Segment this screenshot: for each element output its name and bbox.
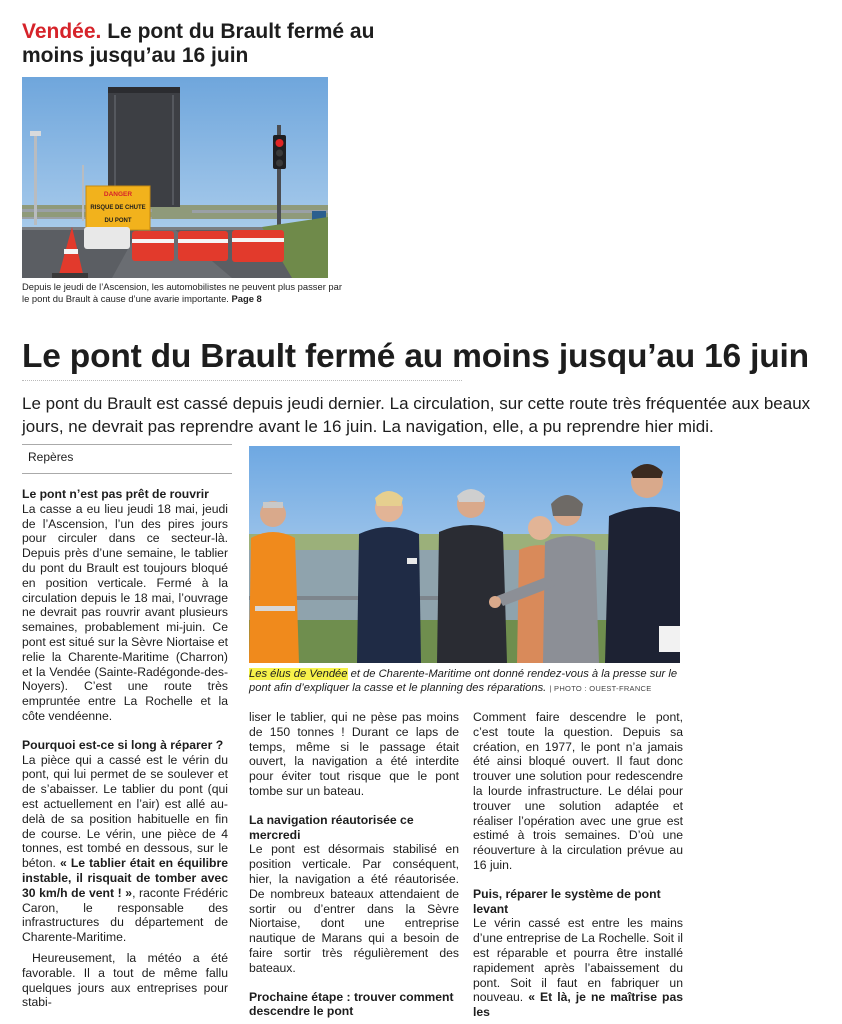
caption-highlight: Les élus de Vendée <box>249 668 348 680</box>
paragraph-meteo: Heureusement, la météo a été favorable. Il a tout de même fallu quelques jours aux entreprises pour stabi- <box>22 950 228 1010</box>
article-headline: Le pont du Brault fermé au moins jusqu’au 16 juin <box>22 338 809 375</box>
teaser-caption-text: Depuis le jeudi de l’Ascension, les automobilistes ne peuvent plus passer par le pont du Brault à cause d’une avarie importante. <box>22 281 342 304</box>
paragraph-repair <box>473 916 683 1020</box>
article-column-3 <box>473 710 683 1020</box>
article-lead: Le pont du Brault est cassé depuis jeudi dernier. La circulation, sur cette route très fréquentée aux beaux jours, ne devrait pas reprendre avant le 16 juin. La navigation, elle, a pu reprendre hier midi. <box>22 394 811 436</box>
article-column-1 <box>22 487 228 1010</box>
quote-tablier: « Le tablier était en équilibre instable, il risquait de tomber avec 30 km/h de vent ! » <box>22 856 228 900</box>
subhead-not-ready: Le pont n’est pas prêt de rouvrir <box>22 487 209 501</box>
teaser-kicker: Vendée. <box>22 20 102 43</box>
paragraph-navigation: Le pont est désormais stabilisé en position verticale. Par conséquent, hier, la navigation a été réautorisée. De nombreux bateaux attendaient de sortir ou d’entrer dans la Sèvre Niortaise, dont une entreprise nautique de Marans qui a besoin de faire sortir très régulièrement des bateaux. <box>249 842 459 975</box>
headline-divider <box>22 380 462 385</box>
article-column-2 <box>249 710 459 1019</box>
photo-caption <box>249 667 689 696</box>
paragraph-verin-b: , raconte Frédéric Caron, le responsable des infrastructures du département de Charente-Maritime. <box>22 885 228 945</box>
photo-officials <box>249 446 680 663</box>
teaser-title <box>22 20 442 68</box>
teaser-photo-bridge <box>22 77 328 278</box>
subhead-navigation: La navigation réautorisée ce mercredi <box>249 812 414 842</box>
caption-text: et de Charente-Maritime ont donné rendez-vous à la presse sur le pont afin d’expliquer la casse et le planning des réparations. <box>249 668 678 694</box>
reperes-label: Repères <box>28 450 74 464</box>
page-reference: Page 8 <box>231 293 262 304</box>
sign-text-2: RISQUE DE CHUTE <box>90 205 146 211</box>
paragraph-repair-a: Le vérin cassé est entre les mains d’une entreprise de La Rochelle. Soit il est réparable et pourra être installé rapidement après l’abaissement du pont. Soit il faut en fabriquer un nouveau. <box>473 916 683 1005</box>
sign-text-1: DANGER <box>103 191 133 198</box>
paragraph-casse: La casse a eu lieu jeudi 18 mai, jeudi de l’Ascension, l’un des pires jours pour circuler dans ce secteur-là. Depuis près d’une semaine, le tablier du pont du Brault est toujours bloqué en position verticale. Fermé à la circulation depuis le 18 mai, l’ouvrage ne devrait pas rouvrir avant plusieurs semaines, probablement mi-juin. Ce pont est situé sur la Sèvre Niortaise et relie la Charente-Maritime (Charron) et la Vendée (Sainte-Radégonde-des-Noyers). C’est une route très empruntée entre La Rochelle et la côte vendéenne. <box>22 501 228 723</box>
teaser-caption <box>22 281 342 305</box>
paragraph-verin-a: La pièce qui a cassé est le vérin du pont, qui lui permet de se soulever et de s’abaisser. Le tablier du pont (qui est actuellement en l’air) est allé au-delà de sa position habituelle en fin de course. Le vérin, une pièce de 4 tonnes, est tombé en dessous, sur le béton. <box>22 752 228 871</box>
subhead-next-step: Prochaine étape : trouver comment descendre le pont <box>249 989 454 1019</box>
photo-credit: | PHOTO : OUEST-FRANCE <box>549 684 652 693</box>
quote-maitrise: « Et là, je ne maîtrise pas les <box>473 990 683 1020</box>
sign-text-3: DU PONT <box>104 218 132 224</box>
subhead-repair: Puis, réparer le système de pont levant <box>473 886 661 916</box>
paragraph-verin <box>22 753 228 945</box>
subhead-why-long: Pourquoi est-ce si long à réparer ? <box>22 737 224 752</box>
paragraph-stabilisation: liser le tablier, qui ne pèse pas moins de 150 tonnes ! Durant ce laps de temps, même si le passage était ouvert, la navigation a été interdite pour éviter tout risque que le pont tombe sur un bateau. <box>249 710 459 798</box>
teaser-title-text: Le pont du Brault fermé au moins jusqu’au 16 juin <box>22 20 375 67</box>
paragraph-descente: Comment faire descendre le pont, c’est toute la question. Depuis sa création, en 1977, le pont n’a jamais été ainsi bloqué ouvert. Il faut donc trouver une solution pour redescendre la lourde infrastructure. Le délai pour trouver une solution adaptée et réaliser l’opération avec une grue est estimé à trois semaines. D’où une réouverture à la circulation prévue au 16 juin. <box>473 710 683 872</box>
